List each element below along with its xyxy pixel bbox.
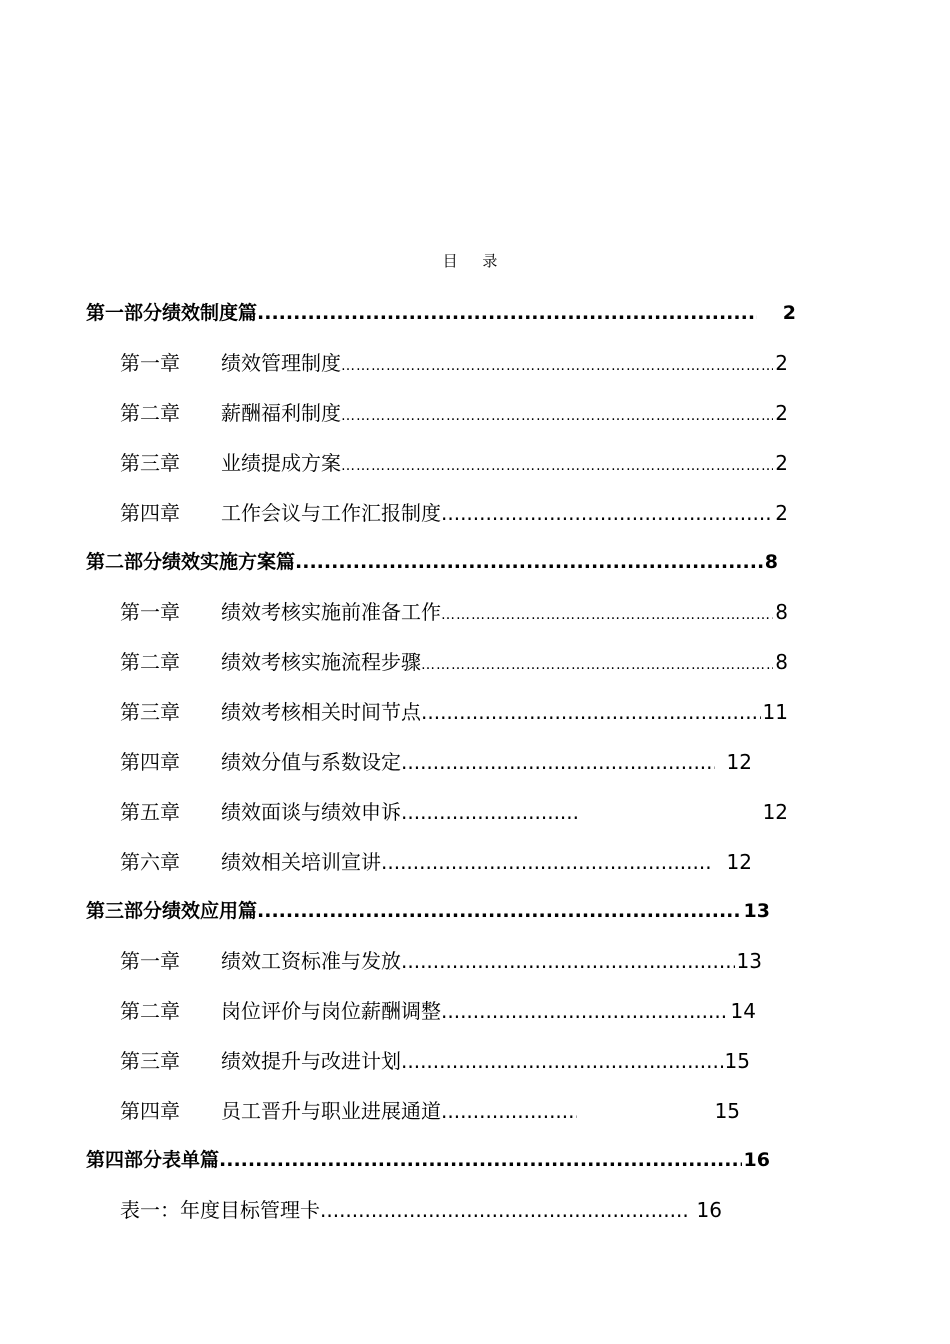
chapter-title: 绩效相关培训宣讲 (221, 850, 381, 874)
chapter-number: 第三章 (120, 451, 180, 475)
page-number: 15 (724, 1049, 750, 1073)
part-label: 第一部分绩效制度篇 (86, 302, 258, 324)
toc-chapter-3-2[interactable] (120, 995, 756, 1024)
toc-chapter-1-4[interactable] (120, 497, 788, 526)
toc-chapter-1-3[interactable] (120, 447, 788, 476)
dot-leader (441, 501, 773, 525)
chapter-title: 员工晋升与职业进展通道 (221, 1099, 441, 1123)
chapter-title: 绩效考核实施流程步骤 (221, 650, 421, 674)
dot-leader (401, 800, 581, 824)
toc-chapter-2-1[interactable] (120, 596, 788, 625)
toc-chapter-2-5[interactable] (120, 796, 788, 825)
chapter-number: 第二章 (120, 999, 180, 1023)
dot-leader (257, 900, 742, 922)
chapter-number: 第四章 (120, 501, 180, 525)
toc-table-1[interactable] (120, 1194, 722, 1223)
chapter-number: 第四章 (120, 1099, 180, 1123)
dot-leader (381, 850, 713, 874)
dot-leader (341, 401, 773, 425)
page-number: 12 (726, 750, 752, 774)
toc-part-2[interactable] (86, 547, 778, 574)
chapter-number: 第三章 (120, 1049, 180, 1073)
toc-chapter-3-1[interactable] (120, 945, 762, 974)
dot-leader (441, 600, 773, 624)
page-number: 16 (696, 1198, 722, 1222)
toc-chapter-3-3[interactable] (120, 1045, 750, 1074)
chapter-number: 第一章 (120, 600, 180, 624)
chapter-title: 薪酬福利制度 (221, 401, 341, 425)
toc-chapter-2-6[interactable] (120, 846, 752, 875)
chapter-number: 第一章 (120, 949, 180, 973)
chapter-number: 第二章 (120, 650, 180, 674)
dot-leader (257, 302, 757, 324)
chapter-title: 绩效提升与改进计划 (221, 1049, 401, 1073)
chapter-title: 绩效考核实施前准备工作 (221, 600, 441, 624)
part-label: 第三部分绩效应用篇 (86, 900, 258, 922)
chapter-title: 工作会议与工作汇报制度 (221, 501, 441, 525)
chapter-title: 绩效工资标准与发放 (221, 949, 401, 973)
page-number: 8 (764, 551, 778, 573)
chapter-title: 绩效面谈与绩效申诉 (221, 800, 401, 824)
dot-leader (341, 351, 773, 375)
toc-title: 目 录 (442, 252, 508, 270)
chapter-number: 第四章 (120, 750, 180, 774)
dot-leader (421, 700, 761, 724)
page-number: 8 (775, 650, 788, 674)
page-number: 15 (714, 1099, 740, 1123)
dot-leader (341, 451, 773, 475)
page-number: 12 (726, 850, 752, 874)
page-number: 12 (762, 800, 788, 824)
dot-leader (401, 1049, 723, 1073)
chapter-number: 第二章 (120, 401, 180, 425)
page-number: 2 (775, 351, 788, 375)
page-number: 2 (782, 302, 796, 324)
page-number: 13 (743, 900, 770, 922)
page-number: 2 (775, 401, 788, 425)
chapter-number: 第一章 (120, 351, 180, 375)
toc-part-4[interactable] (86, 1145, 770, 1172)
page-number: 11 (762, 700, 788, 724)
toc-part-1[interactable] (86, 298, 796, 325)
toc-chapter-1-2[interactable] (120, 397, 788, 426)
dot-leader (421, 650, 773, 674)
page-number: 16 (743, 1149, 770, 1171)
dot-leader (401, 750, 715, 774)
dot-leader (441, 1099, 577, 1123)
toc-chapter-1-1[interactable] (120, 347, 788, 376)
dot-leader (441, 999, 729, 1023)
dot-leader (295, 551, 763, 573)
chapter-title: 绩效管理制度 (221, 351, 341, 375)
chapter-number: 第六章 (120, 850, 180, 874)
part-label: 第四部分表单篇 (86, 1149, 220, 1171)
toc-part-3[interactable] (86, 896, 770, 923)
dot-leader (320, 1198, 687, 1222)
chapter-title: 业绩提成方案 (221, 451, 341, 475)
chapter-number: 第五章 (120, 800, 180, 824)
page-number: 2 (775, 501, 788, 525)
page-number: 2 (775, 451, 788, 475)
table-title: 表一：年度目标管理卡 (120, 1198, 320, 1222)
toc-chapter-2-4[interactable] (120, 746, 752, 775)
chapter-number: 第三章 (120, 700, 180, 724)
toc-chapter-3-4[interactable] (120, 1095, 740, 1124)
part-label: 第二部分绩效实施方案篇 (86, 551, 296, 573)
chapter-title: 绩效分值与系数设定 (221, 750, 401, 774)
dot-leader (219, 1149, 742, 1171)
page-number: 8 (775, 600, 788, 624)
page-number: 13 (736, 949, 762, 973)
toc-chapter-2-2[interactable] (120, 646, 788, 675)
chapter-title: 绩效考核相关时间节点 (221, 700, 421, 724)
toc-chapter-2-3[interactable] (120, 696, 788, 725)
chapter-title: 岗位评价与岗位薪酬调整 (221, 999, 441, 1023)
dot-leader (401, 949, 735, 973)
page-number: 14 (730, 999, 756, 1023)
